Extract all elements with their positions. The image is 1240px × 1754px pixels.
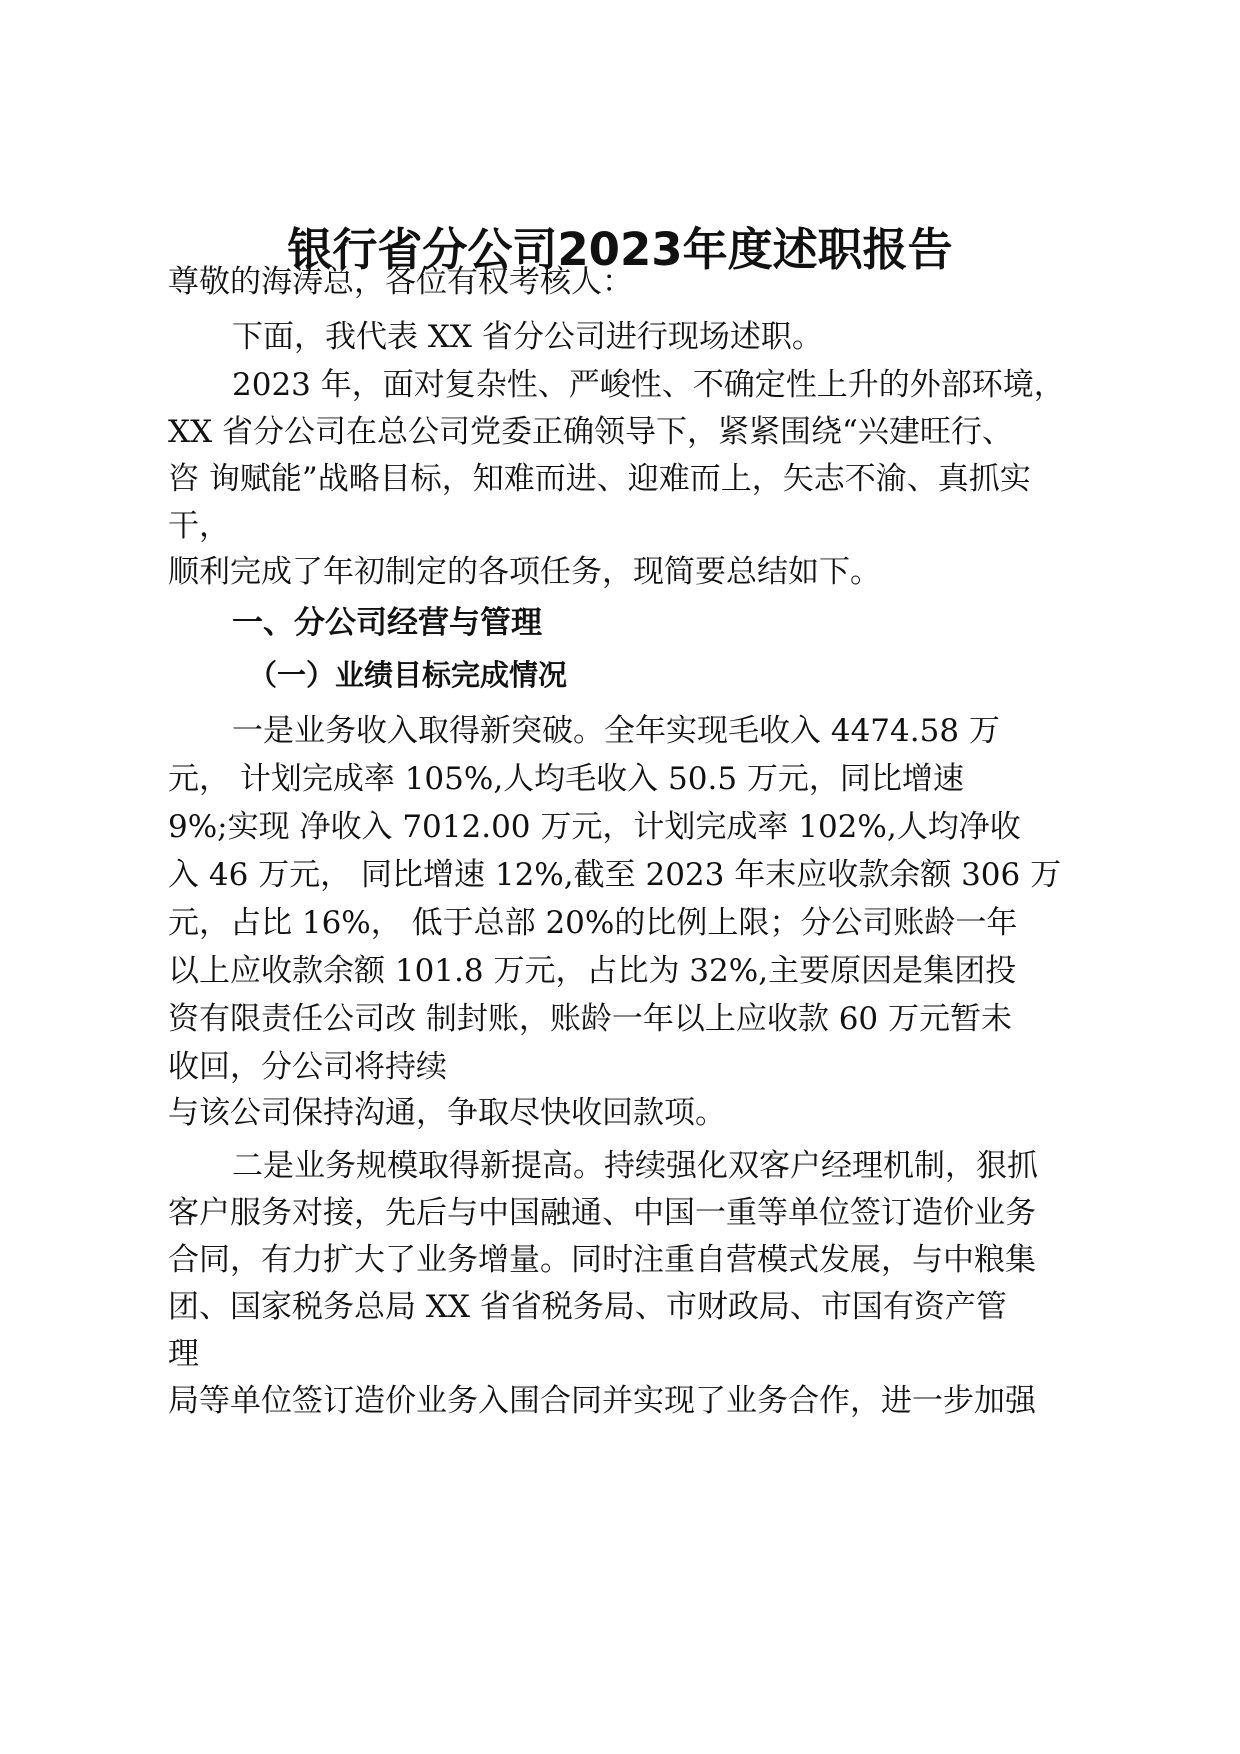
paragraph-line: 资有限责任公司改 制封账，账龄一年以上应收款 60 万元暂未	[168, 1001, 1013, 1037]
overview-line: 2023 年，面对复杂性、严峻性、不确定性上升的外部环境，	[232, 367, 1065, 403]
paragraph-line: 收回，分公司将持续	[168, 1049, 447, 1085]
paragraph-line: 入 46 万元， 同比增速 12%,截至 2023 年末应收款余额 306 万	[168, 857, 1062, 893]
overview-line: 干，	[168, 508, 230, 544]
paragraph-line: 一是业务收入取得新突破。全年实现毛收入 4474.58 万	[232, 713, 1000, 749]
overview-line: 咨 询赋能”战略目标，知难而进、迎难而上，矢志不渝、真抓实	[168, 461, 1031, 497]
document-title: 银行省分公司2023年度述职报告	[287, 223, 953, 276]
paragraph-line: 合同，有力扩大了业务增量。同时注重自营模式发展，与中粮集	[168, 1242, 1036, 1278]
paragraph-line: 元，占比 16%， 低于总部 20%的比例上限；分公司账龄一年	[168, 905, 1018, 941]
intro-paragraph: 下面，我代表 XX 省分公司进行现场述职。	[232, 319, 823, 355]
salutation: 尊敬的海涛总，各位有权考核人：	[168, 264, 633, 300]
section-heading: 一、分公司经营与管理	[232, 605, 542, 641]
paragraph-line: 以上应收款余额 101.8 万元，占比为 32%,主要原因是集团投	[168, 953, 1017, 989]
paragraph-line: 元， 计划完成率 105%,人均毛收入 50.5 万元，同比增速	[168, 761, 964, 797]
paragraph-line: 局等单位签订造价业务入围合同并实现了业务合作，进一步加强	[168, 1383, 1036, 1419]
overview-line: XX 省分公司在总公司党委正确领导下，紧紧围绕“兴建旺行、	[168, 414, 1013, 450]
paragraph-line: 理	[168, 1336, 199, 1372]
subsection-heading: （一）业绩目标完成情况	[248, 658, 568, 692]
overview-line: 顺利完成了年初制定的各项任务，现简要总结如下。	[168, 554, 881, 590]
paragraph-line: 客户服务对接，先后与中国融通、中国一重等单位签订造价业务	[168, 1195, 1036, 1231]
paragraph-line: 二是业务规模取得新提高。持续强化双客户经理机制，狠抓	[232, 1148, 1038, 1184]
paragraph-line: 团、国家税务总局 XX 省省税务局、市财政局、市国有资产管	[168, 1289, 1007, 1325]
paragraph-line: 与该公司保持沟通，争取尽快收回款项。	[168, 1095, 726, 1131]
paragraph-line: 9%;实现 净收入 7012.00 万元，计划完成率 102%,人均净收	[168, 809, 1021, 845]
